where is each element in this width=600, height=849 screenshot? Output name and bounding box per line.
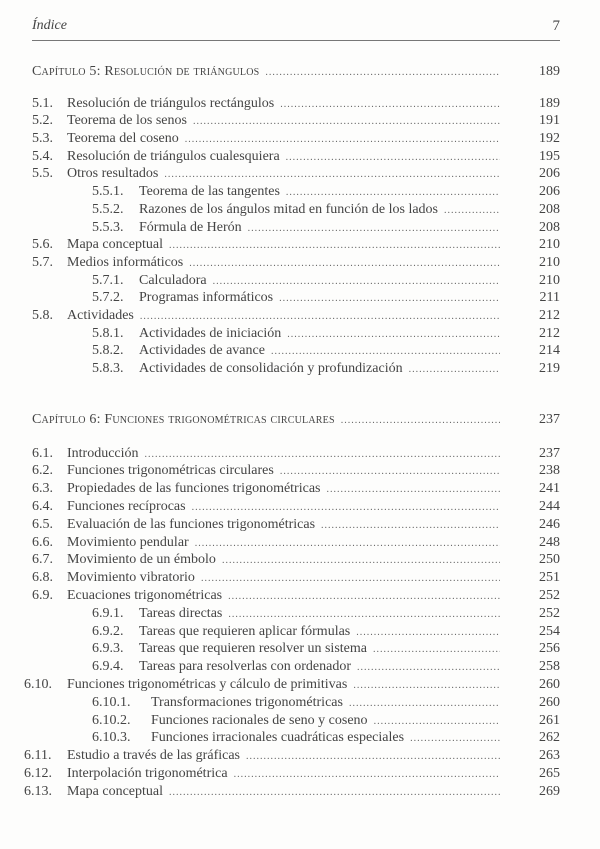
entry-number: 6.2. [32, 463, 53, 479]
entry-page-number: 269 [539, 783, 560, 799]
entry-title: Actividades [67, 307, 134, 323]
entry-title: Mapa conceptual [67, 237, 164, 253]
entry-number: 6.10.2. [92, 712, 131, 728]
entry-title: Tareas para resolverlas con ordenador [139, 659, 352, 675]
toc-line [67, 783, 500, 802]
toc-line [67, 569, 500, 588]
toc-line [139, 201, 500, 220]
dot-leader [193, 113, 500, 131]
entry-title: Actividades de avance [139, 343, 265, 359]
entry-page-number: 212 [539, 307, 560, 323]
entry-title: Calculadora [139, 272, 207, 288]
entry-page-number: 265 [539, 766, 560, 782]
entry-title: Funciones recíprocas [67, 499, 186, 515]
entry-title: Actividades de consolidación y profundización [139, 361, 403, 376]
toc-entry [0, 342, 600, 360]
toc-entry [0, 783, 600, 801]
toc-line [67, 462, 500, 481]
toc-entry [0, 236, 600, 254]
header-title: Índice [32, 18, 67, 33]
toc-entry [0, 694, 600, 712]
entry-title: Fórmula de Herón [139, 219, 242, 235]
entry-title: Razones de los ángulos mitad en función de los lados [139, 201, 438, 217]
dot-leader [195, 535, 500, 553]
dot-leader [246, 748, 500, 766]
entry-page-number: 261 [539, 712, 560, 728]
toc-line [139, 342, 500, 361]
toc-line [67, 498, 500, 517]
entry-title: Resolución de triángulos cualesquiera [67, 148, 280, 164]
entry-number: 5.8. [32, 307, 53, 323]
header-page-number: 7 [552, 18, 560, 34]
entry-number: 5.3. [32, 131, 53, 147]
entry-page-number: 189 [539, 95, 560, 111]
entry-page-number: 206 [539, 166, 560, 182]
dot-leader [265, 64, 500, 82]
dot-leader [409, 361, 500, 379]
entry-page-number: 258 [539, 659, 560, 675]
entry-number: 6.13. [24, 783, 52, 799]
toc-line [139, 325, 500, 344]
entry-number: 5.1. [32, 95, 53, 111]
entry-page-number: 208 [539, 219, 560, 235]
entry-page-number: 238 [539, 463, 560, 479]
toc-line [67, 95, 500, 114]
toc-entry [0, 623, 600, 641]
toc-line [139, 219, 500, 238]
entry-title: Movimiento de un émbolo [67, 552, 216, 568]
toc-line [139, 272, 500, 291]
dot-leader [326, 481, 500, 499]
entry-page-number: 248 [539, 534, 560, 550]
entry-number: 6.9.3. [92, 641, 124, 657]
toc-entry [0, 445, 600, 463]
entry-number: 5.7.1. [92, 272, 124, 288]
toc-entry [0, 95, 600, 113]
entry-number: 5.5.1. [92, 184, 124, 200]
entry-title: Movimiento pendular [67, 534, 189, 550]
entry-number: 5.4. [32, 148, 53, 164]
dot-leader [192, 499, 500, 517]
toc-line [67, 307, 500, 326]
entry-page-number: 260 [539, 677, 560, 693]
entry-page-number: 241 [539, 481, 560, 497]
entry-number: 6.9.2. [92, 623, 124, 639]
toc-line [67, 747, 500, 766]
entry-number: 5.7.2. [92, 290, 124, 306]
toc-line [67, 516, 500, 535]
entry-title: Otros resultados [67, 166, 159, 182]
toc-entry [0, 765, 600, 783]
entry-number: 6.9.1. [92, 605, 124, 621]
dot-leader [189, 255, 500, 273]
toc-entry [0, 516, 600, 534]
entry-page-number: 208 [539, 201, 560, 217]
dot-leader [353, 677, 500, 695]
toc-entry [0, 551, 600, 569]
entry-title: Interpolación trigonométrica [67, 766, 228, 782]
toc-line [32, 411, 500, 430]
entry-title: Teorema de los senos [67, 113, 187, 129]
chapter-heading [0, 63, 600, 81]
dot-leader [248, 220, 500, 238]
entry-number: 6.9. [32, 588, 53, 604]
chapter-title: Capítulo 5: Resolución de triángulos [32, 64, 260, 79]
entry-page-number: 210 [539, 272, 560, 288]
entry-page-number: 211 [539, 290, 560, 306]
entry-title: Funciones trigonométricas y cálculo de primitivas [67, 677, 348, 693]
dot-leader [286, 184, 500, 202]
entry-number: 5.8.3. [92, 361, 124, 376]
entry-page-number: 219 [539, 361, 560, 376]
toc-line [139, 623, 500, 642]
toc-entry [0, 569, 600, 587]
entry-title: Resolución de triángulos rectángulos [67, 95, 275, 111]
entry-page-number: 256 [539, 641, 560, 657]
toc-entry [0, 219, 600, 237]
entry-page-number: 246 [539, 516, 560, 532]
dot-leader [286, 149, 500, 167]
entry-page-number: 237 [539, 445, 560, 461]
toc-line [67, 130, 500, 149]
dot-leader [280, 463, 500, 481]
dot-leader [321, 517, 500, 535]
toc-line [139, 658, 500, 677]
dot-leader [349, 695, 500, 713]
entry-number: 6.7. [32, 552, 53, 568]
entry-title: Actividades de iniciación [139, 325, 282, 341]
entry-page-number: 206 [539, 184, 560, 200]
entry-number: 5.8.2. [92, 343, 124, 359]
toc-entry [0, 360, 600, 378]
dot-leader [169, 237, 500, 255]
entry-number: 5.5.2. [92, 201, 124, 217]
dot-leader [228, 606, 500, 624]
toc-entry [0, 462, 600, 480]
entry-page-number: 252 [539, 605, 560, 621]
dot-leader [373, 641, 500, 659]
toc-line [67, 534, 500, 553]
entry-page-number: 263 [539, 748, 560, 764]
dot-leader [357, 659, 500, 677]
entry-page-number: 195 [539, 148, 560, 164]
toc-line [67, 254, 500, 273]
toc-line [67, 480, 500, 499]
entry-page-number: 192 [539, 131, 560, 147]
toc-entry [0, 130, 600, 148]
entry-number: 6.10.1. [92, 694, 131, 710]
dot-leader [356, 624, 500, 642]
toc-entry [0, 640, 600, 658]
entry-number: 5.5.3. [92, 219, 124, 235]
entry-title: Funciones racionales de seno y coseno [151, 712, 368, 728]
entry-page-number: 212 [539, 325, 560, 341]
dot-leader [279, 290, 500, 308]
toc-line [151, 712, 500, 731]
entry-title: Movimiento vibratorio [67, 570, 195, 586]
dot-leader [201, 570, 500, 588]
toc-entry [0, 112, 600, 130]
toc-entry [0, 534, 600, 552]
dot-leader [185, 131, 500, 149]
entry-number: 6.3. [32, 481, 53, 497]
entry-title: Tareas que requieren resolver un sistema [139, 641, 367, 657]
entry-number: 6.9.4. [92, 659, 124, 675]
entry-title: Ecuaciones trigonométricas [67, 588, 223, 604]
entry-page-number: 252 [539, 588, 560, 604]
toc-entry [0, 605, 600, 623]
toc-line [67, 236, 500, 255]
toc-entry [0, 165, 600, 183]
entry-title: Tareas directas [139, 605, 223, 621]
toc-line [67, 676, 500, 695]
entry-page-number: 254 [539, 623, 560, 639]
entry-page-number: 244 [539, 499, 560, 515]
entry-page-number: 191 [539, 113, 560, 129]
toc-line [67, 551, 500, 570]
toc-entry [0, 587, 600, 605]
entry-number: 6.10. [24, 677, 52, 693]
toc-entry [0, 183, 600, 201]
chapter-5-section [0, 63, 600, 378]
toc-entry [0, 747, 600, 765]
dot-leader [228, 588, 500, 606]
entry-title: Evaluación de las funciones trigonométricas [67, 516, 316, 532]
dot-leader [164, 166, 500, 184]
dot-leader [287, 326, 500, 344]
toc-entry [0, 289, 600, 307]
entry-number: 6.5. [32, 516, 53, 532]
toc-entry [0, 307, 600, 325]
toc-line [67, 148, 500, 167]
dot-leader [234, 766, 500, 784]
toc-entry [0, 201, 600, 219]
toc-entry [0, 498, 600, 516]
dot-leader [374, 713, 500, 731]
entry-title: Tareas que requieren aplicar fórmulas [139, 623, 351, 639]
toc-line [67, 112, 500, 131]
dot-leader [213, 273, 500, 291]
entry-page-number: 210 [539, 237, 560, 253]
entry-number: 6.8. [32, 570, 53, 586]
dot-leader [271, 343, 500, 361]
running-header [32, 18, 560, 41]
entry-title: Funciones trigonométricas circulares [67, 463, 274, 479]
chapter-page-number: 237 [539, 412, 560, 427]
chapter-title: Capítulo 6: Funciones trigonométricas circulares [32, 412, 335, 427]
dot-leader [444, 202, 500, 220]
entry-number: 6.4. [32, 499, 53, 515]
entry-page-number: 214 [539, 343, 560, 359]
entry-page-number: 262 [539, 730, 560, 746]
dot-leader [145, 446, 500, 464]
entry-title: Teorema de las tangentes [139, 184, 280, 200]
dot-leader [222, 552, 500, 570]
toc-entry [0, 480, 600, 498]
toc-line [67, 587, 500, 606]
entry-title: Programas informáticos [139, 290, 274, 306]
entry-page-number: 210 [539, 254, 560, 270]
toc-entry [0, 658, 600, 676]
entry-title: Transformaciones trigonométricas [151, 694, 343, 710]
toc-line [67, 765, 500, 784]
entry-number: 6.11. [24, 748, 52, 764]
toc-entry [0, 729, 600, 747]
dot-leader [280, 96, 500, 114]
entry-title: Mapa conceptual [67, 783, 164, 799]
entry-number: 6.12. [24, 766, 52, 782]
chapter-heading [0, 411, 600, 429]
toc-line [139, 605, 500, 624]
entry-title: Teorema del coseno [67, 131, 179, 147]
entry-number: 6.1. [32, 445, 53, 461]
toc-line [139, 289, 500, 308]
entry-number: 5.6. [32, 237, 53, 253]
entry-title: Estudio a través de las gráficas [67, 748, 240, 764]
toc-line [139, 640, 500, 659]
toc-line [67, 165, 500, 184]
toc-line [32, 63, 500, 82]
entry-page-number: 251 [539, 570, 560, 586]
dot-leader [341, 412, 500, 430]
toc-line [151, 729, 500, 748]
dot-leader [169, 784, 500, 802]
entry-number: 5.7. [32, 254, 53, 270]
entry-number: 5.8.1. [92, 325, 124, 341]
entry-title: Introducción [67, 445, 139, 461]
entry-number: 6.6. [32, 534, 53, 550]
chapter-6-section [0, 411, 600, 801]
toc-entry [0, 676, 600, 694]
toc-entry [0, 254, 600, 272]
entry-number: 6.10.3. [92, 730, 131, 746]
entry-page-number: 260 [539, 694, 560, 710]
entry-page-number: 250 [539, 552, 560, 568]
toc-entry [0, 325, 600, 343]
toc-line [151, 694, 500, 713]
entry-number: 5.2. [32, 113, 53, 129]
toc-line [139, 183, 500, 202]
chapter-page-number: 189 [539, 64, 560, 79]
entry-title: Funciones irracionales cuadráticas especiales [151, 730, 405, 746]
entry-title: Medios informáticos [67, 254, 184, 270]
dot-leader [410, 730, 500, 748]
entry-number: 5.5. [32, 166, 53, 182]
toc-entry [0, 272, 600, 290]
toc-entry [0, 712, 600, 730]
dot-leader [140, 308, 500, 326]
toc-line [67, 445, 500, 464]
toc-line [139, 360, 500, 379]
entry-title: Propiedades de las funciones trigonométricas [67, 481, 321, 497]
toc-entry [0, 148, 600, 166]
